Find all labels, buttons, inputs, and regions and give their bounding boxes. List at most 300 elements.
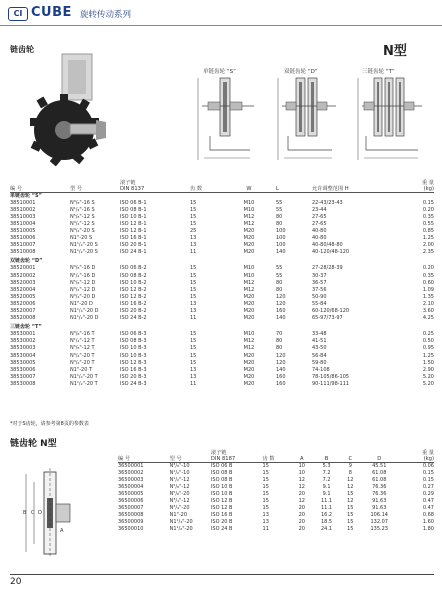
table-row [10, 221, 434, 228]
table-cell: 74-108 [312, 366, 330, 373]
table-cell: N1"-20 T [70, 366, 93, 373]
table-cell: 140 [276, 315, 286, 322]
table-cell: 12 [298, 476, 305, 483]
table-cell: 41-51 [312, 338, 327, 345]
table-cell: 20 [298, 526, 305, 533]
table-cell: ISO 08 B [210, 469, 233, 476]
table-cell: 38530002 [10, 338, 36, 345]
col-header-adjust: 允许调整范围 H [312, 185, 349, 192]
table-cell: 11 [190, 380, 197, 387]
table-cell: 55 [276, 272, 283, 279]
table-cell: M20 [243, 242, 255, 249]
table-cell: 18.5 [320, 519, 333, 526]
table-cell: M10 [243, 331, 255, 338]
table-cell: 8 [348, 469, 352, 476]
table-cell: 1.25 [422, 235, 434, 242]
table-cell: 27-28/28-39 [312, 265, 343, 272]
table-row [118, 526, 434, 533]
section-title-sprocket: 链齿轮 [10, 45, 34, 54]
table-cell: 38510005 [10, 227, 36, 234]
sprocket-product-photo [22, 52, 112, 177]
table-cell: ISO 10 B-2 [120, 279, 147, 286]
table-cell: 38510001 [10, 199, 36, 206]
table-cell: ISO 08 B-2 [120, 272, 147, 279]
table-cell: 7.2 [322, 469, 331, 476]
brand-name: CUBE [31, 5, 72, 20]
table-cell: 40-80 [312, 227, 327, 234]
table-cell: 36500004 [118, 483, 144, 490]
table-cell: 15 [262, 483, 269, 490]
table-cell: 11 [262, 526, 269, 533]
table-row [10, 273, 434, 280]
table-cell: M12 [243, 213, 255, 220]
table-cell: 1.50 [422, 359, 434, 366]
table-cell: M10 [243, 199, 255, 206]
table-cell: 1.25 [422, 352, 434, 359]
table-group-heading [10, 192, 434, 200]
table-cell: 36-57 [312, 279, 327, 286]
t2-header-weight [397, 442, 434, 462]
table-cell: 20 [298, 519, 305, 526]
table-cell: 0.06 [422, 462, 434, 469]
table-cell: ISO 20 B-1 [120, 242, 147, 249]
table-cell: 38530003 [10, 345, 36, 352]
table-row [10, 265, 434, 272]
sprocket-n-spec-table [118, 442, 434, 533]
table-cell: M10 [243, 265, 255, 272]
table-cell: 9.1 [322, 483, 331, 490]
table-cell: M20 [243, 227, 255, 234]
table-footnote: *对于S齿轮，请参考第8页的参数表 [10, 421, 89, 427]
table-row [10, 374, 434, 381]
table-cell: 90-111/98-111 [312, 380, 350, 387]
table-cell: 0.29 [422, 490, 434, 497]
table-cell: 50-90 [312, 293, 327, 300]
table-cell: 15 [262, 490, 269, 497]
table-cell: 15 [190, 331, 197, 338]
table-cell: 132.07 [370, 519, 388, 526]
table-cell: 9 [348, 462, 352, 469]
t2-header-weight-top: 重 量 [421, 449, 434, 456]
table-cell: 76.36 [372, 490, 387, 497]
table-cell: 38510006 [10, 235, 36, 242]
col-header-l: L [276, 185, 279, 192]
table-cell: ISO 12 B [210, 497, 233, 504]
table-cell: ISO 06 B-2 [120, 265, 147, 272]
table-cell: 13 [190, 373, 197, 380]
table-cell: 13 [262, 512, 269, 519]
table-cell: 13 [190, 308, 197, 314]
table-cell: N1¹/₄"-20 D [70, 308, 99, 314]
table-cell: 30-37 [312, 272, 327, 279]
sprocket-side-view-drawing [22, 468, 82, 558]
table-cell: 2.90 [422, 366, 434, 373]
table-cell: 38520004 [10, 286, 36, 293]
table-cell: 80 [276, 345, 283, 352]
table-cell: 13 [190, 242, 197, 249]
table-cell: 36500002 [118, 469, 144, 476]
t2-header-b: B [324, 455, 329, 462]
table-cell: 100 [276, 235, 286, 242]
table-cell: 0.20 [422, 265, 434, 272]
table-cell: 38520007 [10, 308, 36, 314]
table-cell: 15 [190, 206, 197, 213]
table-cell: 140 [276, 366, 286, 373]
table-cell: N³/₈"-16 S [70, 199, 95, 206]
table-cell: 13 [190, 235, 197, 242]
table-cell: 15 [347, 526, 354, 533]
table-cell: 10 [298, 469, 305, 476]
table-cell: 15 [190, 213, 197, 220]
diagram-single-sprocket [192, 74, 262, 166]
table-cell: 15 [347, 505, 354, 512]
diagram-label-double: 双链齿轮 “D” [284, 69, 318, 75]
table-cell: 23-44 [312, 206, 327, 213]
col-header-code: 编 号 [10, 185, 23, 192]
table-cell: M20 [243, 366, 255, 373]
table-cell: ISO 20 B [210, 519, 233, 526]
table-cell: 36500010 [118, 526, 144, 533]
table-cell: 0.85 [422, 227, 434, 234]
table-cell: 45.51 [372, 462, 387, 469]
table-cell: N¹/₂"-16 D [70, 272, 96, 279]
dim-label-a: A [60, 528, 64, 534]
table-cell: 38510004 [10, 220, 36, 227]
table-cell: 20 [298, 490, 305, 497]
table-cell: 11.1 [320, 505, 333, 512]
table-cell: 12 [298, 497, 305, 504]
table-cell: N³/₄"-20 D [70, 293, 96, 300]
t2-header-d: D [377, 455, 382, 462]
section-title-sprocket-n: 链齿轮 N型 [10, 439, 57, 449]
table-row [10, 207, 434, 214]
table-cell: 15 [262, 462, 269, 469]
table-cell: 160 [276, 380, 286, 387]
table-cell: 13 [262, 519, 269, 526]
table-cell: N1¹/₄"-20 T [70, 373, 98, 380]
table-cell: N⁵/₈"-12 D [70, 279, 96, 286]
table-cell: 15 [190, 279, 197, 286]
col-header-weight [402, 172, 434, 192]
group-title: 三链齿轮 “T” [10, 324, 42, 331]
table-row [10, 214, 434, 221]
table-cell: 55 [276, 265, 283, 272]
table-cell: 40-120/48-120 [312, 249, 350, 256]
t2-header-chain-bottom: DIN 8187 [210, 455, 236, 462]
table-row [10, 353, 434, 360]
group-title: 双链齿轮 “D” [10, 258, 43, 265]
table-cell: N³/₈"-16 T [70, 331, 95, 338]
table-cell: 2.00 [422, 242, 434, 249]
table-cell: ISO 12 B-3 [120, 359, 147, 366]
table-cell: 59-80 [312, 359, 327, 366]
table-cell: 16.2 [320, 512, 333, 519]
table-cell: ISO 12 B [210, 505, 233, 512]
table-cell: 38510008 [10, 249, 36, 256]
col-header-weight-top: 重 量 [421, 179, 434, 186]
table-cell: 36500005 [118, 490, 144, 497]
table-cell: N³/₄"-20 T [70, 359, 95, 366]
table-cell: 65-97/73-97 [312, 315, 343, 322]
table-row [10, 228, 434, 235]
table-row [118, 477, 434, 484]
table-cell: 38520001 [10, 265, 36, 272]
table-row [10, 301, 434, 308]
table-cell: 0.25 [422, 331, 434, 338]
table-cell: 38510002 [10, 206, 36, 213]
col-header-model: 型 号 [70, 185, 83, 192]
sprocket-spec-table [10, 172, 434, 388]
col-header-chain [120, 172, 190, 192]
group-title: 单链齿轮 “S” [10, 192, 42, 199]
table-cell: ISO 06 B [210, 462, 233, 469]
table-cell: M20 [243, 315, 255, 322]
table-cell: 61.08 [372, 476, 387, 483]
table-cell: N³/₄"-20 T [70, 352, 95, 359]
table-cell: 12 [347, 483, 354, 490]
table-cell: 60-120/68-120 [312, 308, 350, 314]
table-cell: 55 [276, 199, 283, 206]
table-row [118, 491, 434, 498]
col-header-chain-top: 滚子链 [120, 179, 136, 186]
table-cell: 78-105/86-105 [312, 373, 350, 380]
table-cell: M20 [243, 235, 255, 242]
table-cell: ISO 06 B-1 [120, 199, 147, 206]
table-cell: N¹/₂"-12 T [70, 338, 95, 345]
table-cell: M20 [243, 300, 255, 307]
table-cell: 37-56 [312, 286, 327, 293]
table-cell: M10 [243, 206, 255, 213]
table-cell: 100 [276, 227, 286, 234]
table-row [10, 294, 434, 301]
table-cell: N¹/₂"-16 S [70, 206, 95, 213]
table-cell: M20 [243, 293, 255, 300]
table-cell: 120 [276, 293, 286, 300]
table-cell: 38520008 [10, 315, 36, 322]
table-cell: 2.35 [422, 249, 434, 256]
table-cell: 61.08 [372, 469, 387, 476]
table-cell: 0.35 [422, 213, 434, 220]
dim-label-c: C [31, 510, 35, 516]
table-row [10, 287, 434, 294]
table-cell: N³/₄"-12 S [70, 220, 95, 227]
table-cell: 15 [190, 286, 197, 293]
table-row [118, 484, 434, 491]
table-cell: M20 [243, 352, 255, 359]
table-cell: 2.10 [422, 300, 434, 307]
diagram-double-sprocket [272, 74, 342, 166]
table-cell: N1¹/₂"-20 D [70, 315, 99, 322]
table-cell: 38530008 [10, 380, 36, 387]
table-row [10, 235, 434, 242]
table-cell: ISO 20 B-3 [120, 373, 147, 380]
table-cell: 15 [190, 338, 197, 345]
table-cell: M20 [243, 249, 255, 256]
table-cell: 80 [276, 286, 283, 293]
table-cell: N⁵/₈"-12 T [70, 345, 95, 352]
table-cell: N⁵/₈"-20 [169, 490, 190, 497]
diagram-label-single: 单链齿轮 “S” [203, 69, 236, 75]
table-cell: M10 [243, 272, 255, 279]
table-cell: N1¹/₂"-20 T [70, 380, 98, 387]
table-cell: N1"-20 D [70, 300, 93, 307]
table-cell: M12 [243, 345, 255, 352]
table-row [10, 331, 434, 338]
table-cell: 70 [276, 331, 283, 338]
table-cell: 5.20 [422, 380, 434, 387]
table-cell: ISO 12 B-2 [120, 293, 147, 300]
table-cell: 55-84 [312, 300, 327, 307]
table-cell: N¹/₂"-10 [169, 469, 190, 476]
table-cell: 140 [276, 249, 286, 256]
table-row [10, 280, 434, 287]
t2-header-chain-top: 滚子链 [210, 449, 227, 456]
t2-header-teeth: 齿 数 [262, 455, 275, 462]
table-cell: 120 [276, 352, 286, 359]
type-label-n: N型 [383, 44, 407, 59]
table-cell: 24.1 [320, 526, 333, 533]
table-cell: 11 [190, 315, 197, 322]
header-rule [0, 25, 442, 26]
table-cell: 15 [190, 345, 197, 352]
table-cell: 36500003 [118, 476, 144, 483]
table-cell: 91.63 [372, 497, 387, 504]
table-row [10, 200, 434, 207]
t2-header-code: 编 号 [118, 455, 131, 462]
table-cell: N1¹/₂"-20 [169, 526, 193, 533]
table-cell: 10 [298, 462, 305, 469]
table-cell: 38520003 [10, 279, 36, 286]
table-cell: 106.14 [370, 512, 388, 519]
table-cell: 15 [347, 512, 354, 519]
table-row [118, 470, 434, 477]
table-cell: 38530005 [10, 359, 36, 366]
table-cell: 135.23 [370, 526, 388, 533]
table-cell: 5.20 [422, 373, 434, 380]
table-cell: 1.35 [422, 293, 434, 300]
table-cell: 15 [262, 505, 269, 512]
table-cell: 38530001 [10, 331, 36, 338]
table-cell: 43-50 [312, 345, 327, 352]
table-cell: 36500009 [118, 519, 144, 526]
table-row [118, 462, 434, 470]
table-row [10, 242, 434, 249]
table-cell: 80 [276, 279, 283, 286]
footer-rule [10, 574, 434, 575]
table-cell: N³/₄"-20 S [70, 227, 95, 234]
table-cell: ISO 24 B-1 [120, 249, 147, 256]
table-cell: 0.20 [422, 206, 434, 213]
table-cell: 3.60 [422, 308, 434, 314]
page-number: 20 [10, 577, 22, 587]
table-cell: 0.95 [422, 345, 434, 352]
table-cell: ISO 16 B-3 [120, 366, 147, 373]
table-cell: 20 [298, 505, 305, 512]
table-cell: 27-65 [312, 213, 327, 220]
table-cell: 25 [190, 227, 197, 234]
table-cell: N³/₄"-12 [169, 497, 190, 504]
table-cell: 38510003 [10, 213, 36, 220]
table-cell: ISO 08 B [210, 476, 233, 483]
table-cell: 1.60 [422, 519, 434, 526]
brand-logo-mark: CI [8, 7, 28, 21]
diagram-label-triple: 三链齿轮 “T” [362, 69, 395, 75]
table-cell: N³/₄"-20 [169, 505, 190, 512]
table-cell: 0.55 [422, 220, 434, 227]
table-cell: ISO 24 B-3 [120, 380, 147, 387]
brand-subtitle: 旋转传动系列 [80, 10, 132, 20]
table-cell: ISO 24 B [210, 526, 233, 533]
table-cell: 0.50 [422, 338, 434, 345]
table-cell: 0.27 [422, 483, 434, 490]
table-cell: 56-84 [312, 352, 327, 359]
table-cell: 38520005 [10, 293, 36, 300]
t2-header-a: A [300, 455, 304, 462]
table-cell: 15 [262, 476, 269, 483]
table-cell: N1"-20 [169, 512, 188, 519]
table-cell: ISO 12 B-2 [120, 286, 147, 293]
table-cell: 55 [276, 206, 283, 213]
table-cell: N³/₄"-12 D [70, 286, 96, 293]
t2-header-c: C [348, 455, 353, 462]
table-cell: ISO 08 B-3 [120, 338, 147, 345]
table-row [10, 345, 434, 352]
table-cell: 38530006 [10, 366, 36, 373]
table-cell: M20 [243, 308, 255, 314]
table-cell: M12 [243, 286, 255, 293]
table-cell: N⁵/₈"-12 [169, 483, 190, 490]
table-cell: 0.35 [422, 272, 434, 279]
table-cell: 80 [276, 338, 283, 345]
table-cell: 36500007 [118, 505, 144, 512]
table-cell: 15 [190, 272, 197, 279]
table-row [10, 315, 434, 322]
table-cell: 160 [276, 373, 286, 380]
table-cell: 33-48 [312, 331, 327, 338]
table-cell: 38530007 [10, 373, 36, 380]
table-cell: 38520002 [10, 272, 36, 279]
table-group-heading [10, 256, 434, 265]
table-row [10, 381, 434, 388]
dim-label-d: D [38, 510, 42, 516]
col-header-teeth: 齿 数 [190, 185, 203, 192]
table-cell: M20 [243, 359, 255, 366]
table-row [10, 367, 434, 374]
table-cell: ISO 12 B-1 [120, 220, 147, 227]
table-cell: 15 [347, 519, 354, 526]
t2-header-weight-bottom: (kg) [423, 455, 434, 462]
table-cell: M20 [243, 373, 255, 380]
table-cell: 13 [190, 366, 197, 373]
table-cell: 7.2 [322, 476, 331, 483]
table-cell: 15 [262, 469, 269, 476]
table-cell: 38510007 [10, 242, 36, 249]
table-cell: 15 [190, 293, 197, 300]
table-cell: 12 [347, 497, 354, 504]
table-cell: 100 [276, 242, 286, 249]
table-cell: 11.1 [320, 497, 333, 504]
t2-header-chain [211, 442, 263, 462]
table-cell: 76.36 [372, 483, 387, 490]
table-cell: 15 [347, 490, 354, 497]
table-cell: 0.15 [422, 469, 434, 476]
table-cell: ISO 10 B-1 [120, 213, 147, 220]
table-cell: ISO 16 B [210, 512, 233, 519]
table-cell: 15 [190, 359, 197, 366]
table-cell: 12 [298, 483, 305, 490]
table-cell: ISO 08 B-1 [120, 206, 147, 213]
table-cell: ISO 20 B-2 [120, 308, 147, 314]
